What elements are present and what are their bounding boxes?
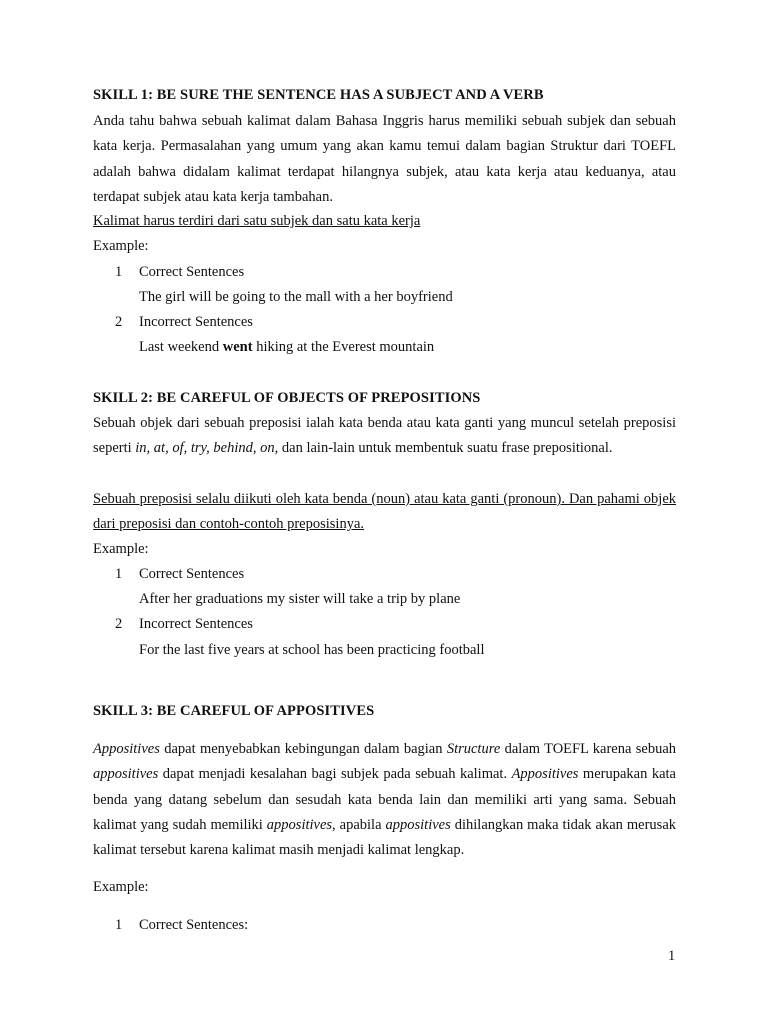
skill2-heading: SKILL 2: BE CAREFUL OF OBJECTS OF PREPOSITIONS (93, 390, 481, 406)
skill3-text-1: dapat menyebabkan kebingungan dalam bagian (159, 741, 447, 757)
skill2-item1-label: Correct Sentences (139, 566, 245, 582)
skill3-text-5: , apabila (332, 816, 386, 833)
skill3-text-4: merupakan kata benda yang datang sebelum dan sesudah kata benda lain dan memiliki arti yang sama. Sebuah kalimat yang sudah memiliki (93, 766, 676, 833)
skill1-item2-pre: Last weekend (139, 339, 223, 355)
skill2-para-post: dan lain-lain untuk membentuk suatu frase prepositional. (278, 440, 613, 457)
skill3-text-2: dalam TOEFL karena sebuah (500, 741, 677, 757)
skill2-item1-number: 1 (115, 566, 123, 582)
skill3-heading: SKILL 3: BE CAREFUL OF APPOSITIVES (93, 703, 375, 719)
skill1-item2-label: Incorrect Sentences (139, 314, 253, 330)
skill1-item2-number: 2 (115, 314, 123, 330)
skill2-rule: Sebuah preposisi selalu diikuti oleh kata benda (noun) atau kata ganti (pronoun). Dan pahami objek dari preposisi dan contoh-contoh preposisinya. (93, 491, 676, 533)
document-page (93, 0, 676, 1024)
skill1-item2 (115, 314, 253, 331)
skill1-item2-bold-word: went (222, 339, 253, 355)
skill3-item1-label: Correct Sentences: (139, 917, 249, 933)
skill3-item1 (115, 917, 248, 934)
skill2-paragraph (93, 411, 676, 462)
skill1-item1-number: 1 (115, 264, 123, 280)
skill1-item2-sentence (139, 339, 434, 356)
skill1-heading: SKILL 1: BE SURE THE SENTENCE HAS A SUBJECT AND A VERB (93, 87, 544, 103)
skill2-item2 (115, 616, 253, 633)
skill2-item2-label: Incorrect Sentences (139, 616, 253, 632)
skill3-item1-number: 1 (115, 917, 123, 933)
skill3-term-1: Appositives (93, 741, 160, 757)
skill1-item2-post: hiking at the Everest mountain (252, 339, 435, 355)
skill2-para-pre: Sebuah objek dari sebuah preposisi ialah kata benda atau kata ganti yang muncul setelah preposisi seperti (93, 415, 676, 457)
skill2-para-prepositions: in, at, of, try, behind, on, (135, 440, 279, 457)
skill1-item1-sentence: The girl will be going to the mall with a her boyfriend (139, 289, 453, 305)
skill3-text-3: dapat menjadi kesalahan bagi subjek pada sebuah kalimat. (158, 766, 512, 783)
skill3-term-5: appositives (266, 816, 333, 833)
skill2-item1-sentence: After her graduations my sister will take a trip by plane (139, 591, 461, 607)
skill3-paragraph (93, 737, 676, 863)
skill2-item2-number: 2 (115, 616, 123, 632)
skill2-item1 (115, 566, 244, 583)
skill2-example-label: Example: (93, 541, 149, 557)
skill3-text-6: dihilangkan maka tidak akan merusak kalimat tersebut karena kalimat masih menjadi kalimat lengkap. (93, 816, 677, 859)
skill1-item1-label: Correct Sentences (139, 264, 245, 280)
skill1-item1 (115, 264, 244, 281)
skill3-term-4: Appositives (511, 766, 579, 783)
skill3-example-label: Example: (93, 879, 149, 895)
skill3-term-2: Structure (446, 741, 501, 757)
skill2-item2-sentence: For the last five years at school has been practicing football (139, 642, 485, 658)
skill3-term-3: appositives (93, 766, 159, 783)
skill1-paragraph: Anda tahu bahwa sebuah kalimat dalam Bahasa Inggris harus memiliki sebuah subjek dan sebuah kata kerja. Permasalahan yang umum yang akan kamu temui dalam bagian Struktur dari TOEFL adalah bahwa didalam kalimat terdapat hilangnya subjek, atau kata kerja atau keduanya, atau terdapat subjek atau kata kerja tambahan. (93, 113, 676, 205)
skill1-rule: Kalimat harus terdiri dari satu subjek dan satu kata kerja (93, 213, 421, 229)
page-number: 1 (668, 948, 676, 964)
skill1-example-label: Example: (93, 238, 149, 254)
skill3-term-6: appositives (385, 816, 451, 833)
